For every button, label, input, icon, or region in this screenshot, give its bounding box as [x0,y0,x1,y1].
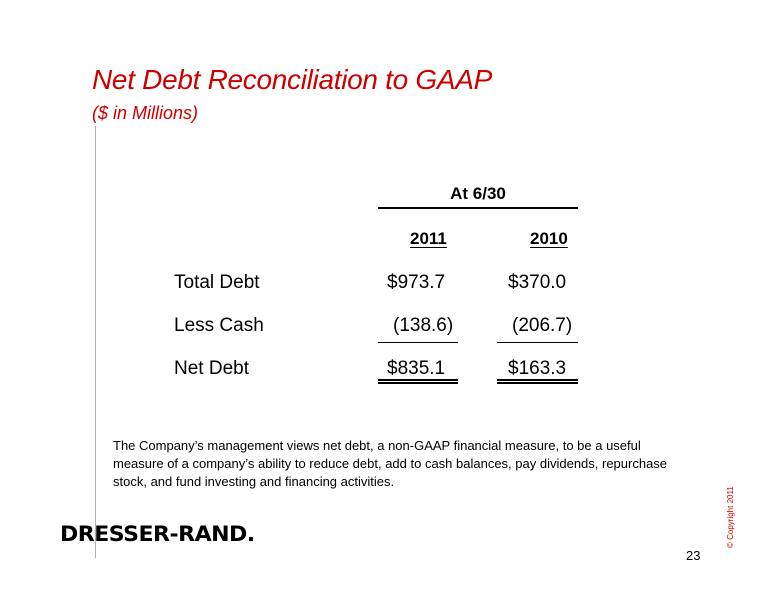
subtotal-rule-2011 [378,342,458,343]
row-label-net-debt: Net Debt [174,358,249,379]
group-header-rule [378,207,578,209]
vertical-divider [95,126,96,558]
total-double-rule-2010 [497,379,578,384]
cell-net-debt-2010: $163.3 [508,358,567,379]
cell-less-cash-2011: (138.6) [393,315,454,336]
company-logo: DRESSER-RAND. [60,522,255,546]
footnote-text: The Company’s management views net debt, a non-GAAP financial measure, to be a useful measure of a company’s ability to reduce debt, add to cash balances, pay dividends, repurchase stock, and fund investing and financing activities. [113,438,668,489]
slide-title: Net Debt Reconciliation to GAAP [92,64,493,95]
copyright-notice: © Copyright 2011 [726,486,735,548]
row-label-less-cash: Less Cash [174,315,264,336]
slide-subtitle: ($ in Millions) [92,103,199,123]
column-header-2010: 2010 [530,229,568,248]
cell-less-cash-2010: (206.7) [512,315,573,336]
column-header-2011: 2011 [410,229,447,248]
table-group-header: At 6/30 [450,184,506,203]
cell-net-debt-2011: $835.1 [387,358,446,379]
cell-total-debt-2010: $370.0 [508,272,567,293]
row-label-total-debt: Total Debt [174,272,260,293]
page-number: 23 [686,548,701,563]
subtotal-rule-2010 [497,342,578,343]
total-double-rule-2011 [378,379,458,384]
cell-total-debt-2011: $973.7 [387,272,446,293]
